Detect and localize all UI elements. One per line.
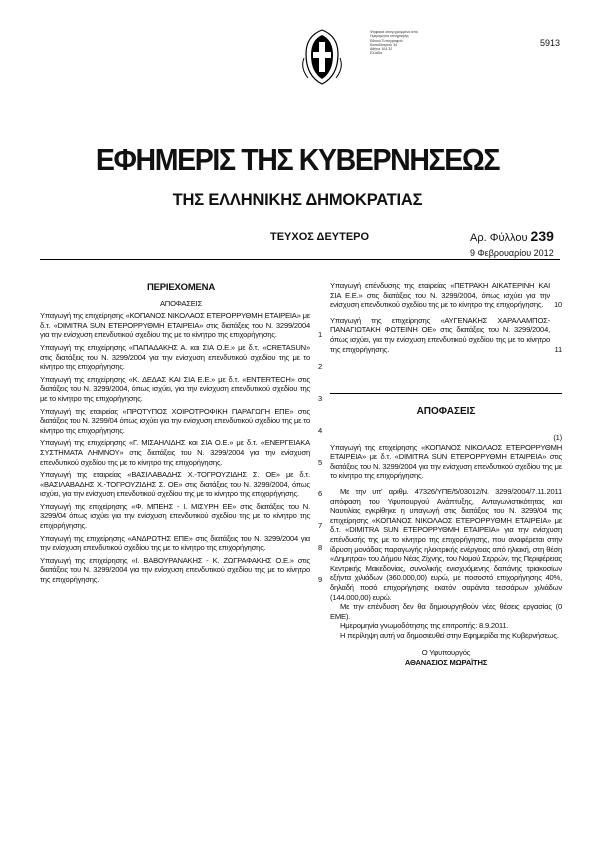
contents-entry-page: 10 bbox=[553, 300, 562, 310]
stamp-line: Ελλάδα bbox=[370, 51, 383, 56]
contents-entry-page: 5 bbox=[317, 457, 322, 467]
contents-entry-page: 6 bbox=[317, 489, 322, 499]
decision-body bbox=[330, 433, 562, 668]
contents-entry bbox=[330, 281, 562, 310]
stamp-line: Καποδιστρίου 34 bbox=[370, 42, 398, 47]
gazette-title: ΕΦΗΜΕΡΙΣ ΤΗΣ ΚΥΒΕΡΝΗΣΕΩΣ bbox=[95, 142, 500, 177]
contents-entry-text: Υπαγωγή της επιχείρησης «Κ. ΔΕΔΑΣ ΚΑΙ ΣΙΑ Ε.Ε.» με δ.τ. «ENTERTECH» στις διατάξεις του Ν. 3299/2004, όπως ισχύει, για την ενίσχυση επενδυτικού σχεδίου της με το κίνητρο της επιχορήγησης. bbox=[40, 374, 310, 403]
signer-title: Ο Υφυπουργός bbox=[421, 648, 471, 658]
header-divider bbox=[40, 259, 560, 260]
issue-date: 9 Φεβρουαρίου 2012 bbox=[470, 248, 554, 258]
stamp-line: Εθνικό Τυπογραφείο bbox=[370, 38, 403, 43]
stamp-line: Ψηφιακά υπογεγραμμένο από bbox=[370, 30, 418, 34]
contents-entry-page: 7 bbox=[317, 521, 322, 531]
decision-publish: Η περίληψη αυτή να δημοσιευθεί στην Εφημερίδα της Κυβερνήσεως. bbox=[340, 630, 559, 640]
sheet-label: Αρ. Φύλλου bbox=[470, 232, 528, 244]
decision-number: (1) bbox=[553, 433, 562, 442]
contents-entry bbox=[40, 534, 322, 553]
contents-entry-text: Υπαγωγή επένδυσης της εταιρείας «ΠΕΤΡΑΚΗ ΑΙΚΑΤΕΡΙΝΗ ΚΑΙ ΣΙΑ Ε.Ε.» στις διατάξεις του Ν. 3299/2004, όπως ισχύει για την ενίσχυση επενδυτικού σχεδίου της με το κίνητρο της επιχορήγησης. bbox=[330, 281, 550, 310]
stamp-line: Αθήνα 104 32 bbox=[370, 47, 393, 52]
contents-entry-page: 2 bbox=[317, 362, 322, 372]
contents-entry-text: Υπαγωγή της επιχείρησης «ΠΑΠΑΔΑΚΗΣ Α. και ΣΙΑ Ο.Ε.» με δ.τ. «CRETASUN» στις διατάξεις του Ν. 3299/2004 για την ενίσχυση επενδυτικού σχεδίου της με το κίνητρο της επιχορήγησης. bbox=[40, 342, 310, 372]
contents-entry-text: Υπαγωγή της επιχείρησης «Φ. ΜΠΕΗΣ - Ι. ΜΙΣΥΡΗ ΕΕ» στις διατάξεις του Ν. 3299/04 όπως ισχύει για την ενίσχυση επενδυτικού σχεδίου της με το κίνητρο της επιχορήγησης. bbox=[40, 501, 310, 531]
decisions-heading: ΑΠΟΦΑΣΕΙΣ bbox=[416, 406, 476, 417]
contents-entry-page: 11 bbox=[554, 344, 562, 354]
contents-entry-text: Υπαγωγή της επιχείρησης «Ι. ΒΑΒΟΥΡΑΝΑΚΗΣ - Κ. ΖΩΓΡΑΦΑΚΗΣ Ο.Ε.» στις διατάξεις του Ν. 3299/2004 για την ενίσχυση επενδυτικού σχεδίου της με το κίνητρο της επιχορήγησης. bbox=[40, 555, 310, 585]
contents-entry-page: 4 bbox=[317, 425, 322, 435]
contents-entry bbox=[40, 407, 322, 436]
contents-entry bbox=[40, 556, 322, 585]
decision-date-line: Ημερομηνία γνωμοδότησης της επιτροπής: 8.9.2011. bbox=[340, 621, 509, 631]
contents-left-column bbox=[40, 283, 322, 588]
decision-jobs: Με την επένδυση δεν θα δημιουργηθούν νέες θέσεις εργασίας (0 ΕΜΕ). bbox=[330, 602, 562, 621]
contents-entry bbox=[40, 502, 322, 531]
section-divider bbox=[330, 393, 562, 394]
contents-entry-text: Υπαγωγή της επιχείρησης «ΚΟΠΑΝΟΣ ΝΙΚΟΛΑΟΣ ΕΤΕΡΟΡΡΥΘΜΗ ΕΤΑΙΡΕΙΑ» με δ.τ. «DIMITRA SUN ΕΤΕΡΟΡΡΥΘΜΗ ΕΤΑΙΡΕΙΑ» στις διατάξεις του Ν. 3299/2004 για την ενίσχυση επενδυτικού σχεδίου της με το κίνητρο της επιχορήγησης. bbox=[40, 311, 310, 340]
contents-entry bbox=[40, 438, 322, 467]
contents-entry bbox=[330, 316, 562, 354]
sheet-number bbox=[470, 228, 554, 244]
contents-entry-page: 1 bbox=[317, 330, 322, 340]
contents-entry bbox=[40, 375, 322, 404]
gazette-subtitle: ΤΗΣ ΕΛΛΗΝΙΚΗΣ ΔΗΜΟΚΡΑΤΙΑΣ bbox=[172, 191, 423, 209]
contents-entry-text: Υπαγωγή της επιχείρησης «ΑΝΔΡΩΤΗΣ ΕΠΕ» στις διατάξεις του Ν. 3299/2004 για την ενίσχυση επενδυτικού σχεδίου της με το κίνητρο της επιχορήγησης. bbox=[40, 533, 310, 553]
sheet-number-value: 239 bbox=[530, 228, 554, 244]
decision-text: Με την υπ' αριθμ. 47326/ΥΠΕ/5/03012/Ν. 3299/2004/7.11.2011 απόφαση του Υφυπουργού Ανάπτυξης, Ανταγωνιστικότητας και Ναυτιλίας εγκρίθηκε η υπαγωγή στις διατάξεις του Ν. 3299/04 της επιχείρησης «ΚΟΠΑΝΟΣ ΝΙΚΟΛΑΟΣ ΕΤΕΡΟΡΡΥΘΜΗ ΕΤΑΙΡΕΙΑ» με δ.τ. «DIMITRA SUN ΕΤΕΡΟΡΡΥΘΜΗ ΕΤΑΙΡΕΙΑ» για την ενίσχυση επένδυσής της με το κίνητρο της επιχορήγησης, που αναφέρεται στην ίδρυση μονάδας παραγωγής ηλεκτρικής ενέργειας από ηλιακή, στη θέση «Δημητρα» του Δήμου Νέας Ζίχνης, του Νομού Σερρών, της Περιφέρειας Κεντρικής Μακεδονίας, συνολικής ενισχυόμενης δαπάνης τριακοσίων εξήντα χιλιάδων (360.000,00) ευρώ, με ποσοστό επιχορήγησης 40%, δηλαδή ποσό επιχορήγησης εκατόν σαράντα τεσσάρων χιλιάδων (144.000,00) ευρώ. bbox=[330, 486, 562, 602]
contents-entry-page: 8 bbox=[317, 543, 322, 553]
decision-intro: Υπαγωγή της επιχείρησης «ΚΟΠΑΝΟΣ ΝΙΚΟΛΑΟΣ ΕΤΕΡΟΡΡΥΘΜΗ ΕΤΑΙΡΕΙΑ» με δ.τ. «DIMITRA SUN ΕΤΕΡΟΡΡΥΘΜΗ ΕΤΑΙΡΕΙΑ» στις διατάξεις του Ν. 3299/2004 για την ενίσχυση επενδυτικού σχεδίου της με το κίνητρο της επιχορήγησης. bbox=[330, 442, 562, 481]
contents-entry-text: Υπαγωγή της εταιρείας «ΠΡΟΤΥΠΟΣ ΧΟΙΡΟΤΡΟΦΙΚΗ ΠΑΡΑΓΩΓΗ ΕΠΕ» στις διατάξεις του Ν. 3299/04 όπως ισχύει για την ενίσχυση επενδυτικού σχεδίου της με το κίνητρο της επιχορήγησης. bbox=[40, 406, 310, 435]
contents-right-column bbox=[330, 281, 562, 360]
contents-entry-page: 9 bbox=[317, 575, 322, 585]
contents-entry-text: Υπαγωγή της εταιρείας «ΒΑΣΙΛΑΒΑΔΗΣ Χ.-ΤΟΓΡΟΥΖΙΔΗΣ Σ. ΟΕ» με δ.τ. «ΒΑΣΙΛΑΒΑΔΗΣ Χ.-ΤΟΓΡΟΥΖΙΔΗΣ Σ. ΟΕ» στις διατάξεις του Ν. 3299/2004, όπως ισχύει, για την ενίσχυση επενδυτικού σχεδίου της με το κίνητρο της επιχορήγησης. bbox=[40, 470, 310, 499]
contents-entry-text: Υπαγωγή της επιχείρησης «ΑΥΓΕΝΑΚΗΣ ΧΑΡΑΛΑΜΠΟΣ-ΠΑΝΑΓΙΩΤΑΚΗ ΦΩΤΕΙΝΗ ΟΕ» στις διατάξεις του Ν. 3299/2004, όπως ισχύει, για την ενίσχυση επενδυτικού σχεδίου της με το κίνητρο της επιχορήγησης. bbox=[330, 315, 550, 354]
contents-entry-text: Υπαγωγή της επιχείρησης «Γ. ΜΙΣΑΗΛΙΔΗΣ και ΣΙΑ Ο.Ε.» με δ.τ. «ΕΝΕΡΓΕΙΑΚΑ ΣΥΣΤΗΜΑΤΑ ΛΗΜΝΟΥ» στις διατάξεις του Ν. 3299/2004 για την ενίσχυση επενδυτικού σχεδίου της με το κίνητρο της επιχορήγησης. bbox=[40, 438, 310, 467]
issue-label: ΤΕΥΧΟΣ ΔΕΥΤΕΡΟ bbox=[270, 231, 370, 243]
signer-name: ΑΘΑΝΑΣΙΟΣ ΜΩΡΑΪΤΗΣ bbox=[404, 658, 488, 668]
contents-heading: ΠΕΡΙΕΧΟΜΕΝΑ bbox=[146, 282, 215, 293]
contents-entry-page: 3 bbox=[317, 393, 322, 403]
stamp-line: Ημερομηνία υπογραφής: bbox=[370, 34, 410, 39]
contents-entry bbox=[40, 343, 322, 372]
page-number: 5913 bbox=[540, 38, 561, 48]
greek-coat-of-arms-icon bbox=[300, 28, 344, 86]
digital-signature-stamp bbox=[370, 30, 490, 56]
contents-subheading: ΑΠΟΦΑΣΕΙΣ bbox=[159, 298, 203, 308]
contents-entry bbox=[40, 470, 322, 499]
contents-entry bbox=[40, 311, 322, 340]
